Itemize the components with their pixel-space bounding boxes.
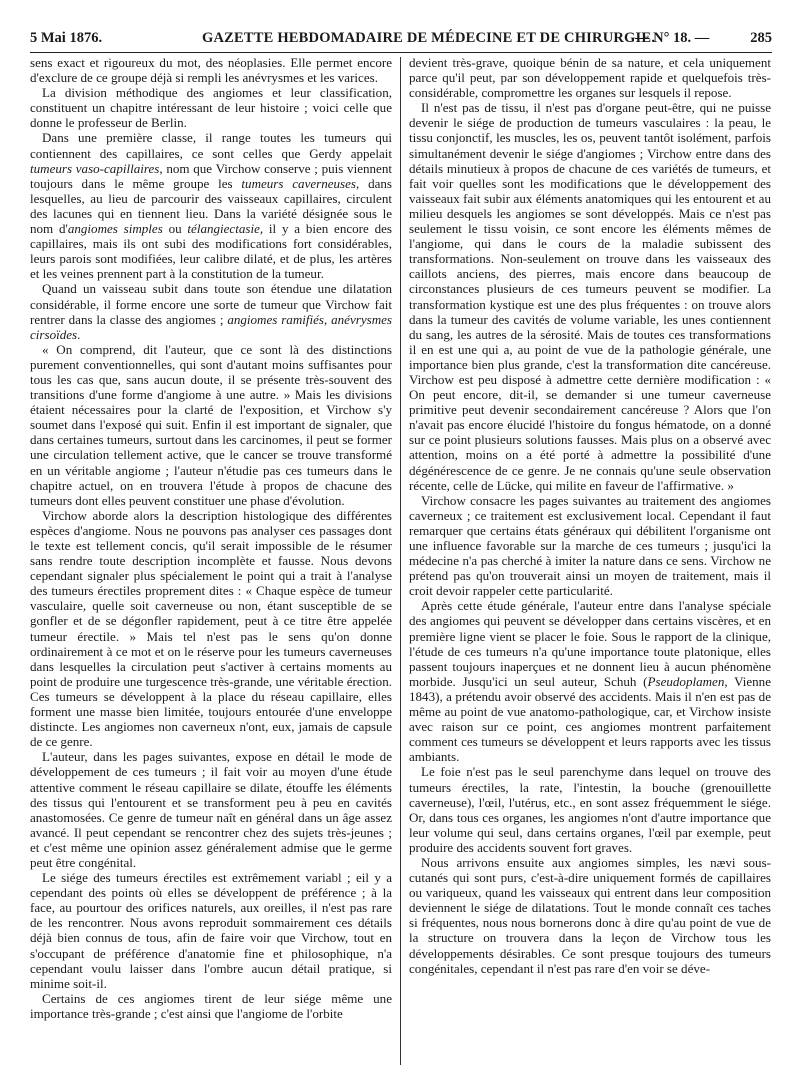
text-run: Quand un vaisseau subit dans toute son étendue une dilatation considérable, il forme encore une sorte de tumeur que Virchow fait rentrer dans la classe des angiomes ;	[30, 281, 392, 327]
text-run: sens exact et rigoureux du mot, des néoplasies. Elle permet encore d'exclure de ce groupe déjà si rempli les anévrysmes et les varices.	[30, 55, 392, 86]
paragraph	[30, 130, 392, 281]
paragraph	[409, 493, 771, 599]
italic-term: angiomes ramifiés, anévrysmes cirsoïdes	[30, 311, 392, 342]
left-column	[30, 55, 400, 1065]
text-run: , Vienne 1843), a prétendu avoir observé des accidents. Mais il n'en est pas de même au point de vue anatomo-pathologique, car, et Virchow insiste avec raison sur ce point, ces angiomes montrent parfaitement comment ces tumeurs se développent et leurs rapports avec les tissus ambiants.	[409, 673, 771, 765]
paragraph	[409, 55, 771, 100]
italic-term: tumeurs vaso-capillaires	[30, 160, 160, 176]
text-run: Virchow aborde alors la description histologique des différentes espèces d'angiome. Nous ne pouvons pas analyser ces passages dont le texte est tellement concis, qu'il serait impossible de le résumer sans rendre toute description incomplète et fausse. Nous devons cependant signaler plus spécialement le point qui a trait à l'analyse des tumeurs érectiles proprement dites : « Chaque espèce de tumeur vasculaire, quelle soit caverneuse ou non, étant susceptible de se gonfler et de se dégonfler rapidement, peut à ce titre être appelée tumeur érectile. » Mais tel n'est pas le sens qu'on donne ordinairement à ce mot et on le réserve pour les tumeurs caverneuses dans lesquelles la circulation peut s'activer à certains moments au point de produire une turgescence très-grande, une véritable érection. Ces tumeurs se développent à la place du réseau capillaire, elles forment une masse bien limitée, toujours entourée d'une enveloppe distincte. Les angiomes non caverneux n'ont, eux, jamais de capsule de ce genre.	[30, 507, 392, 750]
paragraph	[30, 508, 392, 750]
text-run: devient très-grave, quoique bénin de sa nature, et cela uniquement parce qu'il peut, par son développement rapide et quelquefois très-considérable, compromettre les organes sur lesquels il repose.	[409, 55, 771, 101]
text-run: L'auteur, dans les pages suivantes, expose en détail le mode de développement de ces tumeurs ; il fait voir au moyen d'une étude attentive comment le réseau capillaire se dilate, étouffe les éléments des tissus qui l'entourent et se transforment peu à peu en cavités anastomosées. Ce genre de tumeur naît en général dans un âge assez avancé. Il peut cependant se rencontrer chez des sujets très-jeunes ; et c'est même une opinion assez généralement admise que le germe peut être congénital.	[30, 749, 392, 870]
text-run: Il n'est pas de tissu, il n'est pas d'organe peut-être, qui ne puisse devenir le siége de production de tumeurs vasculaires : la peau, le tissu conjonctif, les muscles, les os, peuvent tantôt isolément, parfois simultanément devenir le siége d'angiomes ; Virchow entre dans des détails minutieux à propos de chacune de ces variétés de tumeurs, et fait voir quelles sont les modifications que le développement des vaisseaux fait subir aux éléments anatomiques qui les entourent et au milieu desquels les angiomes se sont développés. Mais ce n'est pas seulement le tissu voisin, ce sont encore les éléments mêmes de l'angiome, qui dans le cours de la maladie subissent des transformations. Non-seulement on trouve dans les vaisseaux des caillots anciens, des pierres, mais encore dans beaucoup de circonstances plusieurs de ces tumeurs peuvent se modifier. La transformation kystique est une des plus fréquentes : on trouve alors dans la tumeur des cavités de volume variable, les unes contiennent du sang, les autres de la sérosité. Mais de toutes ces transformations il en est une qui a, au point de vue de la pathologie générale, une importance bien plus grande, c'est la transformation dite cancéreuse. Virchow est peu disposé à admettre cette dernière modification : « On peut encore, dit-il, se demander si une tumeur caverneuse primitive peut devenir secondairement cancéreuse ? Alors que l'on n'avait pas encore élucidé l'histoire du fongus hématode, on a donné sur ce point plusieurs solutions fausses. Mais plus on a observé avec attention, moins on a été porté à admettre la possibilité d'une dégénérescence de ce genre. Je ne connais qu'une seule observation récente, celle de Lücke, qui milite en faveur de l'affirmative. »	[409, 100, 771, 493]
italic-term: angiomes simples	[67, 221, 163, 237]
text-run: , dans lesquelles, au lieu de parcourir des vaisseaux capillaires, circulent des lacunes qui en tiennent lieu. Dans la variété désignée sous le nom d'	[30, 175, 392, 237]
text-run: Le siége des tumeurs érectiles est extrêmement variabl ; eil y a cependant des points où elles se développent de préférence ; à la face, au pourtour des orifices naturels, aux oreilles, il n'est pas rare de les rencontrer. Nous avons reproduit sommairement ces détails déjà bien connus de tous, afin de faire voir que Virchow, tout en s'occupant de préférence d'anatomie fine et philosophique, n'a cependant voulu laisser dans l'ombre aucun détail pratique, si minime soit-il.	[30, 870, 392, 991]
text-run: Nous arrivons ensuite aux angiomes simples, les nævi sous-cutanés qui sont purs, c'est-à-dire uniquement formés de capillaires ou variqueux, quand les vaisseaux qui entrent dans leur composition deviennent le siége de dilatations. Tout le monde connaît ces taches si fréquentes, nous nous bornerons donc à dire qu'au point de vue de la structure on trouvera dans la leçon de Virchow tous les développements désirables. Ce sont presque toujours des tumeurs congénitales, cependant il n'est pas rare d'en voir se déve-	[409, 854, 771, 976]
italic-term: tumeurs caverneuses	[241, 175, 357, 191]
paragraph	[30, 870, 392, 991]
paragraph	[409, 100, 771, 492]
page-number: 285	[750, 30, 772, 46]
header-date: 5 Mai 1876.	[30, 30, 103, 46]
paragraph	[30, 342, 392, 508]
text-run: , nom que Virchow conserve ; puis viennent toujours dans le même groupe les	[30, 160, 392, 191]
paragraph	[30, 85, 392, 130]
text-run: La division méthodique des angiomes et leur classification, constituent un chapitre intéressant de leur histoire ; voici celle que donne le professeur de Berlin.	[30, 85, 392, 131]
text-run: ou	[162, 221, 188, 237]
text-run: « On comprend, dit l'auteur, que ce sont là des distinctions purement conventionnelles, qui sont d'autant moins suffisantes pour tous les cas que, sans aucun doute, il se présente très-souvent des transitions d'une forme d'angiome à une autre. » Mais les divisions étaient nécessaires pour la clarté de l'exposition, et Virchow s'y soumet dans l'exposé qui suit. Enfin il est important de signaler, que dans certaines tumeurs, surtout dans les carcinomes, il peut se former une circulation tellement active, que le cancer se trouve transformé en un véritable angiome ; l'auteur n'étudie pas ces tumeurs dans le chapitre actuel, on en trouvera l'étude à propos de chacune des tumeurs dont elles peuvent constituer une phase d'évolution.	[30, 341, 392, 508]
paragraph	[409, 855, 771, 976]
journal-title: GAZETTE HEBDOMADAIRE DE MÉDECINE ET DE CHIRURGIE.	[202, 30, 656, 46]
text-run: Après cette étude générale, l'auteur entre dans l'analyse spéciale des angiomes qui peuvent se développer dans certains viscères, et en première ligne vient se placer le foie. Sous le rapport de la clinique, l'étude de ces tumeurs n'a qu'une importance toute platonique, elles passent toujours inaperçues et ne donnent lieu à aucun phénomène morbide. Jusqu'ici un seul auteur, Schuh (	[409, 598, 771, 689]
paragraph	[409, 598, 771, 764]
text-run: Dans une première classe, il range toutes les tumeurs qui contiennent des capillaires, ce sont celles que Gerdy appelait	[30, 130, 392, 161]
paragraph	[30, 55, 392, 85]
paragraph	[30, 281, 392, 341]
italic-term: télangiectasie	[187, 221, 260, 237]
text-run: Certains de ces angiomes tirent de leur siége même une importance très-grande ; c'est ainsi que l'angiome de l'orbite	[30, 990, 392, 1021]
text-run: Virchow consacre les pages suivantes au traitement des angiomes caverneux ; ce traitement est exclusivement local. Cependant il faut remarquer que certains états généraux qui débilitent l'organisme ont une influence favorable sur la marche de ces tumeurs ; jusqu'ici la médecine n'a pas cherché à imiter la nature dans ce sens. Virchow ne prétend pas qu'on trouverait ainsi un moyen de traitement, mais il croit devoir rappeler cette particularité.	[409, 492, 771, 599]
text-run: , il y a bien encore des capillaires, mais ils ont subi des modifications fort considérables, leurs parois sont modifiées, leur calibre dilaté, et de plus, les artères et les veines prennent part à la constitution de la tumeur.	[30, 221, 392, 282]
paragraph	[30, 749, 392, 870]
issue-number: — N° 18. —	[635, 30, 710, 46]
running-header	[30, 26, 772, 53]
paragraph	[30, 991, 392, 1021]
text-columns	[30, 55, 772, 1065]
paragraph	[409, 764, 771, 855]
journal-page	[30, 26, 772, 1072]
text-run: Le foie n'est pas le seul parenchyme dans lequel on trouve des tumeurs érectiles, la rate, l'intestin, la bouche (grenouillette caverneuse), l'œil, l'utérus, etc., en sont assez fréquemment le siége. Or, dans tous ces organes, les angiomes n'ont d'autre importance que leur volume qui seul, dans certains organes, l'œil par exemple, peut produire des accidents souvent fort graves.	[409, 764, 771, 855]
right-column	[401, 55, 771, 1065]
italic-term: Pseudoplamen	[647, 673, 725, 689]
text-run: .	[77, 326, 81, 342]
